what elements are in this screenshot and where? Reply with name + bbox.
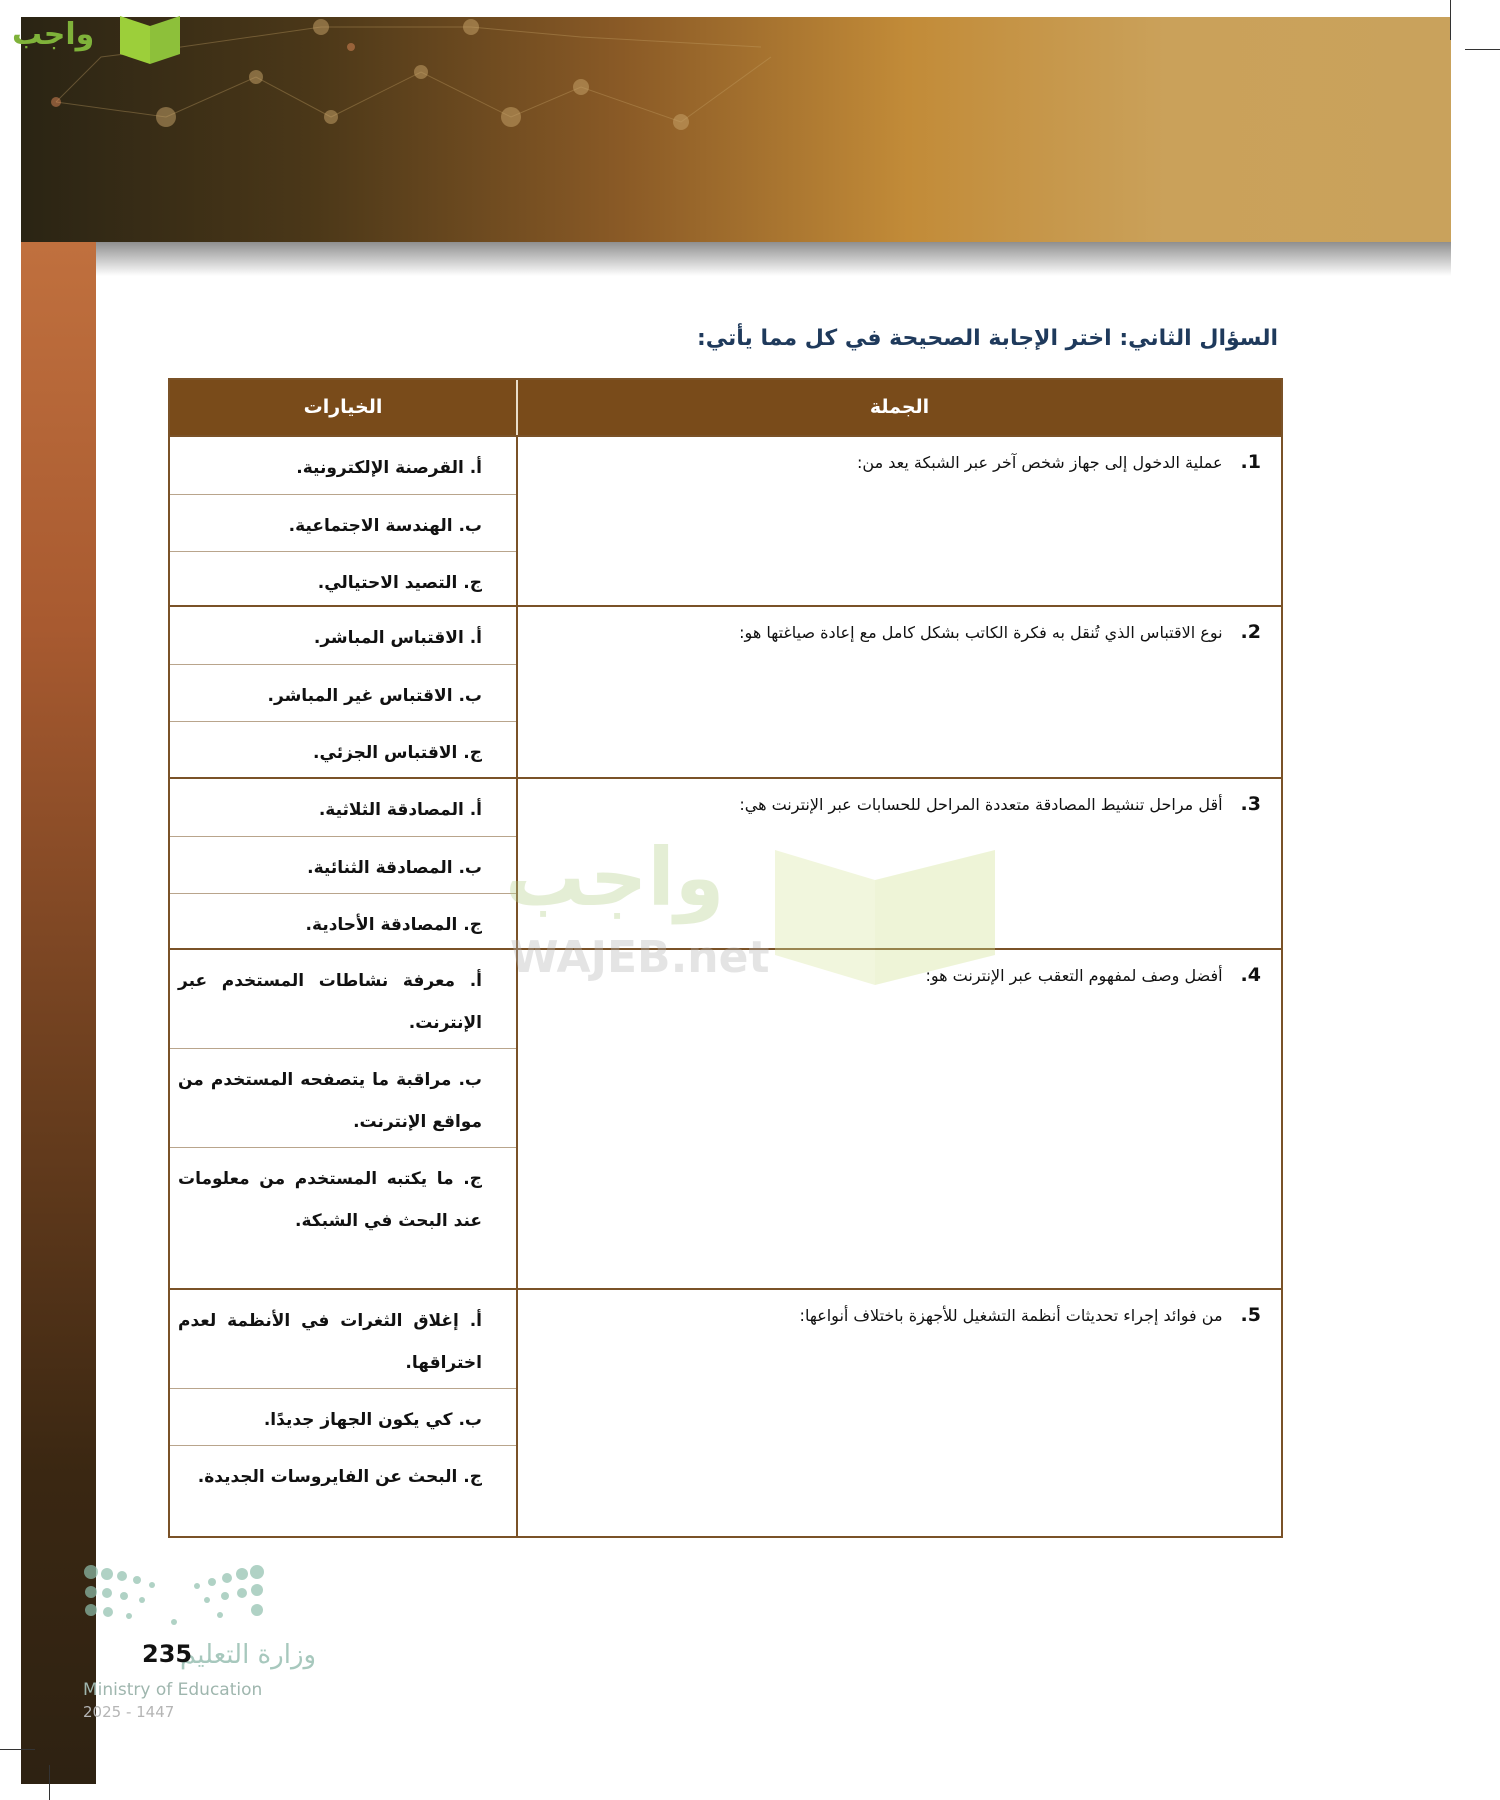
option-a[interactable]: أ. معرفة نشاطات المستخدم عبر الإنترنت. bbox=[178, 971, 482, 1033]
table-row bbox=[170, 948, 1281, 1290]
wajeb-watermark bbox=[505, 830, 1005, 994]
svg-text:WAJEB.net: WAJEB.net bbox=[510, 932, 770, 983]
option-b[interactable]: ب. المصادقة الثنائية. bbox=[170, 836, 516, 893]
svg-text:واجب: واجب bbox=[12, 17, 95, 52]
table-row bbox=[170, 435, 1281, 607]
option-b[interactable]: ب. الاقتباس غير المباشر. bbox=[170, 664, 516, 721]
ministry-name-en: Ministry of Education bbox=[83, 1680, 263, 1700]
option-a[interactable]: أ. المصادقة الثلاثية. bbox=[318, 800, 482, 820]
option-a[interactable]: أ. القرصنة الإلكترونية. bbox=[296, 458, 482, 478]
side-strip bbox=[21, 242, 96, 1784]
ministry-name-ar: وزارة التعليم bbox=[180, 1640, 317, 1670]
option-b[interactable]: ب. كي يكون الجهاز جديدًا. bbox=[170, 1388, 516, 1445]
question-text: 5.من فوائد إجراء تحديثات أنظمة التشغيل للأجهزة باختلاف أنواعها: bbox=[799, 1304, 1261, 1326]
table-row bbox=[170, 605, 1281, 779]
table-header bbox=[170, 380, 1281, 435]
option-c[interactable]: ج. البحث عن الفايروسات الجديدة. bbox=[170, 1445, 516, 1542]
crop-mark bbox=[49, 1765, 50, 1800]
option-b[interactable]: ب. الهندسة الاجتماعية. bbox=[170, 494, 516, 551]
header-options: الخيارات bbox=[170, 380, 518, 435]
header-sentence: الجملة bbox=[869, 396, 930, 418]
option-c[interactable]: ج. التصيد الاحتيالي. bbox=[170, 551, 516, 607]
option-b[interactable]: ب. مراقبة ما يتصفحه المستخدم من مواقع الإنترنت. bbox=[170, 1048, 516, 1147]
crop-mark bbox=[1465, 49, 1500, 50]
option-c[interactable]: ج. الاقتباس الجزئي. bbox=[170, 721, 516, 779]
svg-text:واجب: واجب bbox=[505, 831, 725, 924]
question-text: 1.عملية الدخول إلى جهاز شخص آخر عبر الشبكة يعد من: bbox=[857, 451, 1261, 473]
table-row bbox=[170, 1288, 1281, 1542]
question-text: 2.نوع الاقتباس الذي تُنقل به فكرة الكاتب بشكل كامل مع إعادة صياغتها هو: bbox=[739, 621, 1261, 643]
question-title: السؤال الثاني: اختر الإجابة الصحيحة في كل مما يأتي: bbox=[696, 326, 1278, 351]
crop-mark bbox=[0, 1749, 35, 1750]
option-a[interactable]: أ. الاقتباس المباشر. bbox=[313, 628, 482, 648]
year-label: 2025 - 1447 bbox=[83, 1703, 175, 1721]
option-c[interactable]: ج. المصادقة الأحادية. bbox=[170, 893, 516, 950]
banner-shadow bbox=[96, 242, 1451, 276]
option-c[interactable]: ج. ما يكتبه المستخدم من معلومات عند البحث في الشبكة. bbox=[170, 1147, 516, 1290]
ministry-logo-dots bbox=[82, 1560, 272, 1630]
question-text: 3.أقل مراحل تنشيط المصادقة متعددة المراحل للحسابات عبر الإنترنت هي: bbox=[739, 793, 1261, 815]
wajeb-logo bbox=[10, 6, 190, 70]
crop-mark bbox=[1450, 0, 1451, 40]
option-a[interactable]: أ. إغلاق الثغرات في الأنظمة لعدم اختراقها. bbox=[178, 1311, 482, 1373]
question-text: 4.أفضل وصف لمفهوم التعقب عبر الإنترنت هو: bbox=[925, 964, 1261, 986]
page-number: 235 bbox=[142, 1640, 193, 1668]
